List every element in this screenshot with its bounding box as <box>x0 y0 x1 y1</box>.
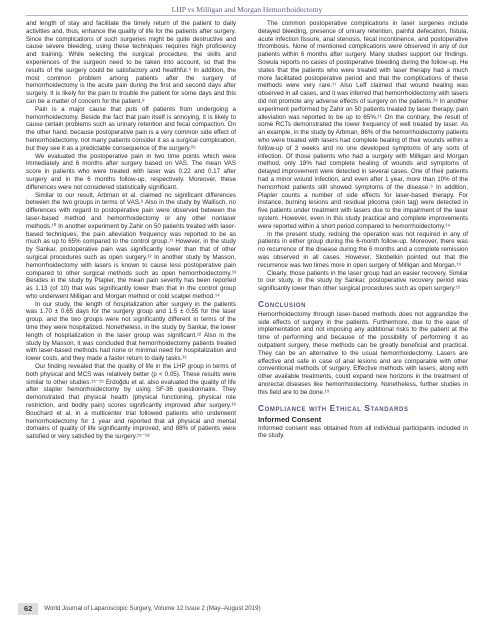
journal-citation: World Journal of Laparoscopic Surgery, Volume 12 Issue 2 (May–August 2019) <box>44 605 261 612</box>
body-paragraph: Similar to our result, Arbman et al. claimed no significant differences between the two groups in terms of VAS.⁹ Also in the study by Wallisch, no differences with regard to postoperative pain were observed between the laser-based method and hemorrhoidectomy or any other nonlaser methods.¹⁰ In another experiment by Zahir on 50 patients treated with laser-based techniques, the pain alleviation frequency was reported to be as much as up to 65% compared to the control group.¹¹ However, in the study by Sankar, postoperative pain was significantly lower than that of other surgical procedures such as open surgery.¹² In another study by Masson, hemorrhoidectomy with lasers is known to cause less postoperative pain compared to other surgical methods such as open hemorrhoidectomy.¹³ Besides in the study by Plapler, the mean pain severity has been reported as 1.13 (of 10) that was significantly lower than that in the control group who underwent Milligan and Morgan method or cold scalpel method.¹⁴ <box>26 191 236 300</box>
right-column <box>258 20 468 440</box>
consent-paragraph: Informed consent was obtained from all individual participants included in the study. <box>258 424 468 440</box>
running-title: LHP vs Milligan and Morgan Hemorrhoidectomy <box>171 5 323 14</box>
page-footer <box>18 603 261 614</box>
body-paragraph: We evaluated the postoperative pain in two time points which were immediately and 6 months after surgery based on VAS. The mean VAS score in patients who were treated with laser was 0.22 and 0.17 after surgery and in the 6 months follow-up, respectively. Moreover, these differences were not considered statistically significant. <box>26 152 236 191</box>
body-paragraph: Our finding revealed that the quality of life in the LHP group in terms of both physical and MCS was relatively better (p < 0.05). These results were similar to other studies.¹⁵⁻¹⁹ Erdoğdu et al. also evaluated the quality of life after stapler hemorrhoidectomy by using SF-36 questionnaire. They demonstrated that physical health (physical functioning, physical role restriction, and bodily pain) scores significantly improved after surgery.¹⁶ Bouchard et al. in a multicenter trial followed patients who underwent hemorrhoidectomy for 1 year and reported that all physical and mental domains of quality of life significantly improved, and 88% of patients were satisfied or very satisfied by the surgery.¹⁵⁻¹⁸ <box>26 363 236 441</box>
left-column <box>26 20 236 441</box>
body-paragraph: Pain is a major cause that puts off patients from undergoing a hemorrhoidectomy. Beside the fact that pain itself is annoying, it is likely to cause certain problems such as urinary retention and fecal compaction. On the other hand, because postoperative pain is a very common side effect of hemorrhoidectomy, not many patients consider it as a surgical complication, but they see it as a predictable consequence of the surgery.²⁹ <box>26 105 236 152</box>
conclusion-heading: Conclusion <box>258 298 307 309</box>
body-paragraph: In the present study, redoing the operation was not required in any of patients in either group during the 6-month follow-up. Moreover, there was no recurrence of the disease during the 6 months and a complete remission was observed in all cases. However, Skobelkin pointed out that the recurrence was two times more in open surgery of Milligan and Morgan.¹⁹ <box>258 230 468 269</box>
body-paragraph: and length of stay and facilitate the timely return of the patient to daily activities and, thus, enhance the quality of life for the patients after surgery. Since the complications of such surgeries might be quite destructive and cause severe bleeding, using these techniques requires high proficiency and training. While selecting the surgical procedure, the skills and experiences of the surgeon need to be taken into account, so that the results of the surgery could be satisfactory and healthful.⁹ In addition, the most common problem among patients after the surgery of hemorrhoidectomy is the acute pain during the first and second days after surgery. It is likely for the pain to trouble the patient for some days and this can be a matter of concern for the patient.⁸ <box>26 20 236 105</box>
body-paragraph: Clearly, those patients in the laser group had an easier recovery. Similar to our study, in the study by Sankar, postoperative recovery period was significantly lower than other surgical procedures such as open surgery.¹² <box>258 269 468 293</box>
page-number: 62 <box>18 603 38 615</box>
conclusion-paragraph: Hemorrhoidectomy through laser-based methods does not aggrandize the side effects of surgery in the patients. Furthermore, due to the ease of implementation and not imposing any additional risks to the patient at the time of performing and because of the possibility of performing it as outpatient surgery, these methods can be greatly beneficial and practical. They can be an alternative to the usual hemorrhoidectomy. Lasers are effective and safe in case of anal lesions and are comparable with other conventional methods of surgery. Effective methods with lasers, along with other available treatments, could expand new horizons in the treatment of anorectal diseases like hemorrhoidectomy. Nonetheless, further studies in this field are to be done.¹⁹ <box>258 310 468 396</box>
ethics-heading: Compliance with Ethical Standards <box>258 402 409 413</box>
header-rule <box>26 15 468 16</box>
body-paragraph: In our study, the length of hospitalization after surgery in the patients was 1.70 ± 0.65 days for the surgery group and 1.5 ± 0.55 for the laser group, and the two groups were not significantly different in terms of the time they were hospitalized. Nonetheless, in the study by Sankar, the lower length of hospitalization in the laser group was significant.¹² Also in the study by Masson, it was concluded that hemorrhoidectomy patients treated with laser-based methods had none or minimal need for hospitalization and lower costs, and they made a faster return to daily tasks.¹³ <box>26 300 236 363</box>
body-paragraph: The common postoperative complications in laser surgeries include delayed bleeding, presence of urinary retention, painful defecation, fistula, acute infection fissure, anal stenosis, fecal incontinence, and postoperative thrombosis. None of mentioned complications were observed in any of our patients within 6 months after surgery. Many studies support our findings. Sowula reports no cases of postoperative bleeding during the follow-up. He states that the patients who were treated with laser therapy had a much more facilitated postoperative period and that the complications of these methods were very rare.¹⁷ Also Leff claimed that wound healing was observed in all cases, and it was inferred that hemorrhoidectomy with lasers did not promote any adverse effects of surgery on the patients.¹⁸ In another experiment performed by Zahir on 50 patients treated by laser therapy, pain alleviation was reported to be up to 65%.¹¹ On the contrary, the result of some RCTs demonstrated the lower frequency of well treated by laser. As an example, in the study by Arbman, 86% of the hemorrhoidectomy patients who were treated with lasers had complete healing of their wounds within a follow-up of 3 weeks and no one developed symptoms of any sorts of infection. Of those patients who had a surgery with Milligan and Morgan method, only 18% had complete healing of wounds and symptoms of delayed improvement were detected in several cases. One of their patients had a minor wound infection, and even after 1 year, more than 10% of the hemorrhoid patients still showed symptoms of the disease.⁹ In addition, Plapler counts a number of side effects for laser-based therapy. For instance, burning lesions and residual plicoma (skin tag) were detected in five patients under treatment with lasers due to the impairment of the laser system. However, even in this study practical and complete improvements were reported within a short period compared to hemorrhoidectomy.¹⁴ <box>258 20 468 230</box>
consent-subheading: Informed Consent <box>258 414 322 424</box>
